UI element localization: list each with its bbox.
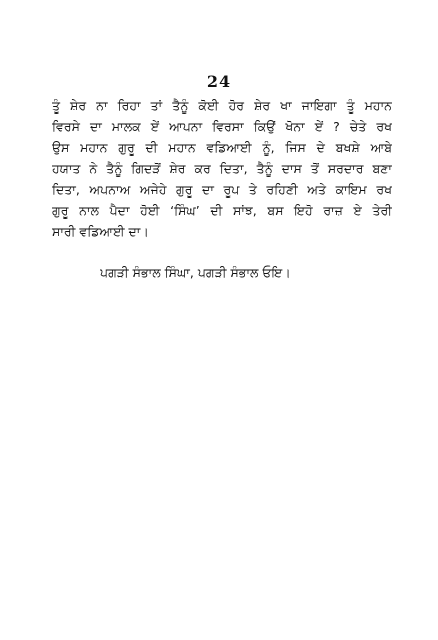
text-line-5: ਦਿਤਾ, ਅਪਨਾਅ ਅਜੇਹੇ ਗੁਰੂ ਦਾ ਰੂਪ ਤੇ ਰਹਿਣੀ ਅਤੇ ਕਾਇਮ ਰਖ [52, 182, 392, 197]
text-line-3: ਉਸ ਮਹਾਨ ਗੁਰੂ ਦੀ ਮਹਾਨ ਵਡਿਆਈ ਨੂੰ, ਜਿਸ ਦੇ ਬਖਸ਼ੇ ਆਬੇ [52, 140, 392, 155]
body-paragraph [52, 95, 392, 242]
text-line-2: ਵਿਰਸੇ ਦਾ ਮਾਲਕ ਏਂ ਆਪਨਾ ਵਿਰਸਾ ਕਿਉਂ ਖੋਨਾ ਏਂ ? ਚੇਤੇ ਰਖ [52, 119, 392, 134]
text-line-7: ਸਾਰੀ ਵਡਿਆਈ ਦਾ। [52, 224, 149, 239]
text-line-4: ਹਯਾਤ ਨੇ ਤੈਨੂੰ ਗਿਦੜੋਂ ਸ਼ੇਰ ਕਰ ਦਿਤਾ, ਤੈਨੂੰ ਦਾਸ ਤੋਂ ਸਰਦਾਰ ਬਣਾ [52, 161, 392, 176]
text-line-6: ਗੁਰੂ ਨਾਲ ਪੈਦਾ ਹੋਈ ‘ਸਿੰਘ’ ਦੀ ਸਾਂਝ, ਬਸ ਇਹੋ ਰਾਜ਼ ਏ ਤੇਰੀ [52, 203, 392, 218]
page-number: 24 [206, 72, 232, 91]
closing-line: ਪਗੜੀ ਸੰਭਾਲ ਸਿੰਘਾ, ਪਗੜੀ ਸੰਭਾਲ ਓਇ। [100, 265, 291, 280]
text-line-1: ਤੂੰ ਸ਼ੇਰ ਨਾ ਰਿਹਾ ਤਾਂ ਤੈਨੂੰ ਕੋਈ ਹੋਰ ਸ਼ੇਰ ਖਾ ਜਾਇਗਾ ਤੂੰ ਮਹਾਨ [52, 98, 392, 113]
